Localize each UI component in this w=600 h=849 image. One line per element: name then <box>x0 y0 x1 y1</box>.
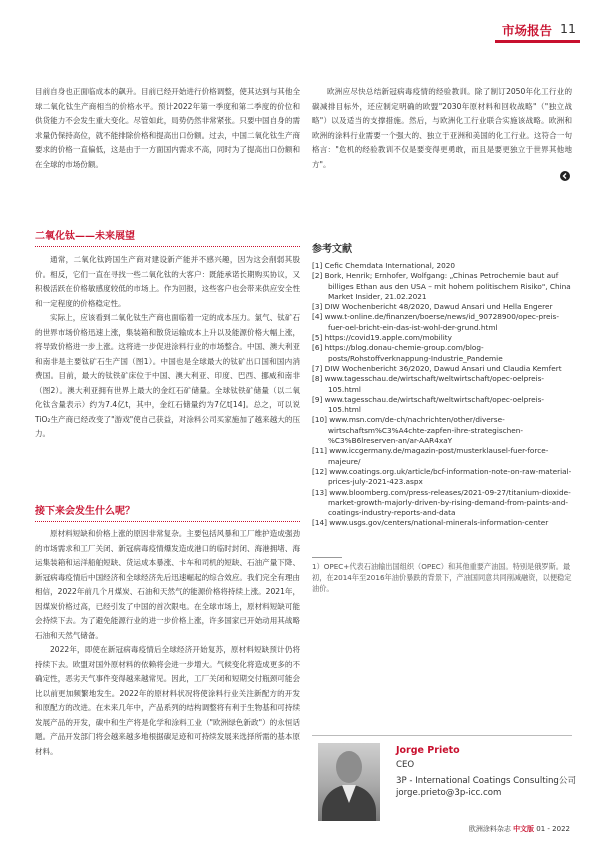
reference-item: [10] www.msn.com/de-ch/nachrichten/other/diverse-wirtschaftsm%C3%A4chte-zapfen-ihre-strategischen-%C3%B6lreserven-an/ar-AAR4xaY <box>312 415 524 446</box>
whats-next-paragraph-1: 原材料短缺和价格上涨的原因非常复杂。主要包括风暴和工厂维护造成强劲的市场需求和工厂关闭、新冠病毒疫情爆发造成港口的临时封闭、海港拥堵、海运集装箱和运洋船舶短缺、货运成本暴涨、卡车和司机的短缺、石油产量下降、新冠病毒疫情后中国经济和全球经济先后迅速崛起的综合效应。我们完全有理由相信，2022年前几个月煤炭、石油和天然气的能源价格将持续上涨。2021年，因煤炭价格过高，已经引发了中国的首次限电。在全球市场上，原材料短缺可能会持续下去。为了避免能源行业的进一步价格上涨，许多国家已开始动用其战略石油和天然气储备。 <box>35 529 300 640</box>
reference-item: [1] Cefic Chemdata International, 2020 <box>312 261 456 270</box>
section-divider <box>35 521 300 522</box>
reference-item: [7] DIW Wochenbericht 36/2020, Dawud Ansari und Claudia Kemfert <box>312 363 562 373</box>
author-company: 3P - International Coatings Consulting公司 <box>396 776 577 786</box>
footer-magazine: 欧洲涂料杂志 <box>468 825 511 833</box>
reference-item: [8] www.tagesschau.de/wirtschaft/weltwirtschaft/opec-oelpreis-105.html <box>312 374 545 394</box>
section-whats-next <box>35 502 300 759</box>
left-intro-block <box>35 85 300 172</box>
reference-item: [13] www.bloomberg.com/press-releases/2021-09-27/titanium-dioxide-market-growth-majorly-driven-by-rising-demand-from-paints-and-coatings-industry-reports-and-data <box>312 487 571 518</box>
page-footer <box>469 824 570 834</box>
end-of-article-icon <box>560 171 570 181</box>
footnote: 1）OPEC+代表石油输出国组织（OPEC）和其他重要产油国。特别是俄罗斯。最初，在2014年至2016年油价暴跌的背景下，产油国同意共同削减融资，以便稳定油价。 <box>312 562 572 593</box>
author-photo <box>318 743 380 821</box>
section-outlook <box>35 227 300 442</box>
references-block <box>312 240 572 529</box>
footer-issue: 01 - 2022 <box>536 825 570 833</box>
section-divider <box>35 246 300 247</box>
page-number: 11 <box>560 21 576 36</box>
reference-item: [3] DIW Wochenbericht 48/2020, Dawud Ansari und Hella Engerer <box>312 302 553 312</box>
author-email[interactable]: jorge.prieto@3p-icc.com <box>396 788 502 798</box>
right-intro-paragraph: 欧洲应尽快总结新冠病毒疫情的经验教训。除了制订2050年化工行业的碳减排目标外，还应制定明确的欧盟"2030年原材料和回收战略"（"独立战略"）以及适当的支撑措施。然后，与欧洲化工行业联合实施该战略。欧洲和欧洲的涂料行业需要一个强大的、独立于亚洲和美国的化工行业。这符合一句格言："危机的经验教训不仅是要变得更勇敢，而且是要更独立于世界其他地方"。 <box>312 87 572 169</box>
right-intro-block <box>312 85 572 172</box>
reference-item: [5] https://covid19.apple.com/mobility <box>312 333 452 343</box>
outlook-paragraph-2: 实际上，应该看到二氧化钛生产商也面临着一定的成本压力。氯气、钛矿石的世界市场价格迅速上涨，集装箱和散货运输成本上升以及能源价格大幅上涨，将导致价格进一步上涨。这将进一步促进涂料行业的市场整合。中国、澳大利亚和南非是主要钛矿石生产国（图1）。中国也是全球最大的钛矿出口国和国内消费国。目前，最大的钛铁矿床位于中国、澳大利亚、印度、巴西、挪威和南非（图2）。澳大利亚拥有世界上最大的金红石矿储量。全球钛铁矿储量（以二氧化钛含量表示）约为7.4亿t，其中，金红石储量约为7亿t[14]。总之，可以说TiO₂生产商已经改变了"游戏"使自己获益，对涂料公司买家施加了越来越大的压力。 <box>35 313 300 438</box>
section-heading-outlook: 二氧化钛——未来展望 <box>35 231 135 242</box>
references-heading: 参考文献 <box>312 244 352 255</box>
whats-next-paragraph-2: 2022年，即使在新冠病毒疫情后全球经济开始复苏，原材料短缺预计仍将持续下去。欧盟对国外原材料的依赖将会进一步增大。气候变化将造成更多的不确定性，恶劣天气事件变得越来越常见。因此，工厂关闭和短期交付瓶颈可能会比以前更加频繁地发生。2022年的原材料状况将使涂料行业关注新配方的开发和原配方的改进。在未来几年中，产品系列的结构调整将有利于生物基和可持续发展产品的开发，碳中和生产将是化学和涂料工业（"欧洲绿色新政"）的永恒话题。产品开发部门将会越来越多地根据碳足迹和可持续发展来选择所需的基本原材料。 <box>35 645 300 756</box>
reference-item: [12] www.coatings.org.uk/article/bcf-information-note-on-raw-material-prices-july-2021-423.aspx <box>312 466 572 487</box>
reference-item: [9] www.tagesschau.de/wirtschaft/weltwirtschaft/opec-oelpreis-105.html <box>312 394 545 415</box>
author-name: Jorge Prieto <box>396 745 460 756</box>
author-photo-head <box>336 751 362 783</box>
outlook-paragraph-1: 通常，二氧化钛跨国生产商对建设新产能并不感兴趣，因为这会削弱其股价。相反，它们一直在寻找一些二氧化钛的大客户：既能承诺长期购买协议，又积极活跃在价格敏感度较低的市场上。作为回报，这些客户也会带来供应安全性和一定程度的价格稳定性。 <box>35 255 300 308</box>
author-role: CEO <box>396 760 415 770</box>
reference-item: [14] www.usgs.gov/centers/national-minerals-information-center <box>312 518 549 528</box>
footer-edition: 中文版 <box>513 825 535 833</box>
footnote-rule <box>312 557 342 558</box>
left-intro-paragraph: 目前自身也正面临成本的飙升。目前已经开始进行价格调整，使其达到与其他全球二氧化钛生产商相当的价格水平。预计2022年第一季度和第二季度的价位和供货能力不会发生重大变化。尽管如此，局势仍然非常紧张。只要中国自身的需求量仍保持高位，就不能排除价格和提高出口份额。过去，中国二氧化钛生产商要求的价格一直偏低，这是由于一方面国内需求不高，同时为了提高出口份额和在全球的市场份额。 <box>35 87 300 169</box>
reference-item: [2] Bork, Henrik; Ernhofer, Wolfgang: „Chinas Petrochemie baut auf billiges Ethan aus den USA – mit hohem politischem Risiko", China Market Insider, 21.02.2021 <box>312 271 571 301</box>
section-title: 市场报告 <box>502 23 553 38</box>
header-rule <box>495 40 580 43</box>
section-heading-whats-next: 接下来会发生什么呢？ <box>35 506 135 517</box>
reference-item: [4] www.t-online.de/finanzen/boerse/news/id_90728900/opec-preis-fuer-oel-bricht-ein-das-ist-wohl-der-grund.html <box>312 312 559 332</box>
reference-item: [11] www.iccgermany.de/magazin-post/musterklausel-fuer-force-majeure/ <box>312 446 549 466</box>
references-list <box>312 261 572 529</box>
reference-item: [6] https://blog.donau-chemie-group.com/blog-posts/Rohstoffverknappung-Industrie_Pandemie <box>312 343 503 363</box>
